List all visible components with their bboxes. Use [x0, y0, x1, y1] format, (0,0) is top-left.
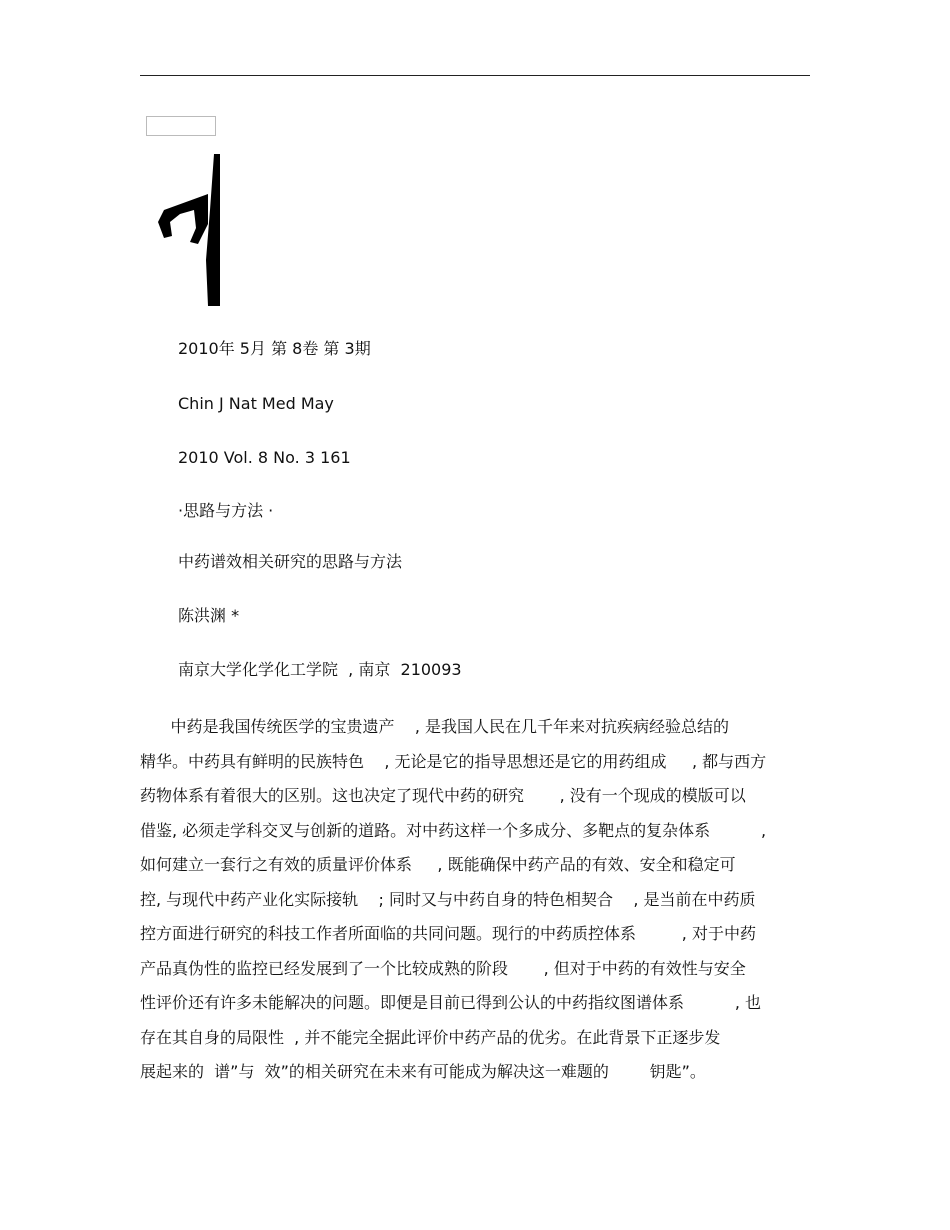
- paragraph-line: 控方面进行研究的科技工作者所面临的共同问题。现行的中药质控体系 , 对于中药: [140, 924, 756, 943]
- issue-en: 2010 Vol. 8 No. 3 161: [178, 448, 351, 467]
- paragraph-line: 展起来的 谱”与 效”的相关研究在未来有可能成为解决这一难题的 钥匙”。: [140, 1062, 706, 1081]
- author: 陈洪渊 *: [178, 606, 240, 625]
- paragraph-line: 性评价还有许多未能解决的问题。即便是目前已得到公认的中药指纹图谱体系 , 也: [140, 993, 762, 1012]
- paragraph-line: 产品真伪性的监控已经发展到了一个比较成熟的阶段 , 但对于中药的有效性与安全: [140, 958, 746, 978]
- paragraph-line: 中药是我国传统医学的宝贵遗产 , 是我国人民在几千年来对抗疾病经验总结的: [140, 717, 730, 736]
- logo-frame: [146, 116, 216, 136]
- column-label: ·思路与方法 ·: [178, 501, 274, 520]
- body-paragraph: [140, 710, 820, 1090]
- article-title: 中药谱效相关研究的思路与方法: [178, 552, 403, 571]
- paragraph-line: 控, 与现代中药产业化实际接轨 ; 同时又与中药自身的特色相契合 , 是当前在中药质: [140, 889, 756, 909]
- affiliation: 南京大学化学化工学院 , 南京 210093: [178, 660, 462, 679]
- paragraph-line: 存在其自身的局限性 , 并不能完全据此评价中药产品的优劣。在此背景下正逐步发: [140, 1027, 721, 1047]
- paragraph-line: 药物体系有着很大的区别。这也决定了现代中药的研究 , 没有一个现成的模版可以: [140, 786, 746, 805]
- paragraph-line: 精华。中药具有鲜明的民族特色 , 无论是它的指导思想还是它的用药组成 , 都与西方: [140, 751, 767, 771]
- journal-logo-icon: [150, 150, 230, 310]
- paragraph-line: 借鉴, 必须走学科交叉与创新的道路。对中药这样一个多成分、多靶点的复杂体系 ,: [140, 820, 767, 840]
- journal-name-en: Chin J Nat Med May: [178, 394, 334, 413]
- header-rule: [140, 75, 810, 76]
- paragraph-line: 如何建立一套行之有效的质量评价体系 , 既能确保中药产品的有效、安全和稳定可: [140, 855, 736, 874]
- issue-cn: 2010年 5月 第 8卷 第 3期: [178, 339, 371, 358]
